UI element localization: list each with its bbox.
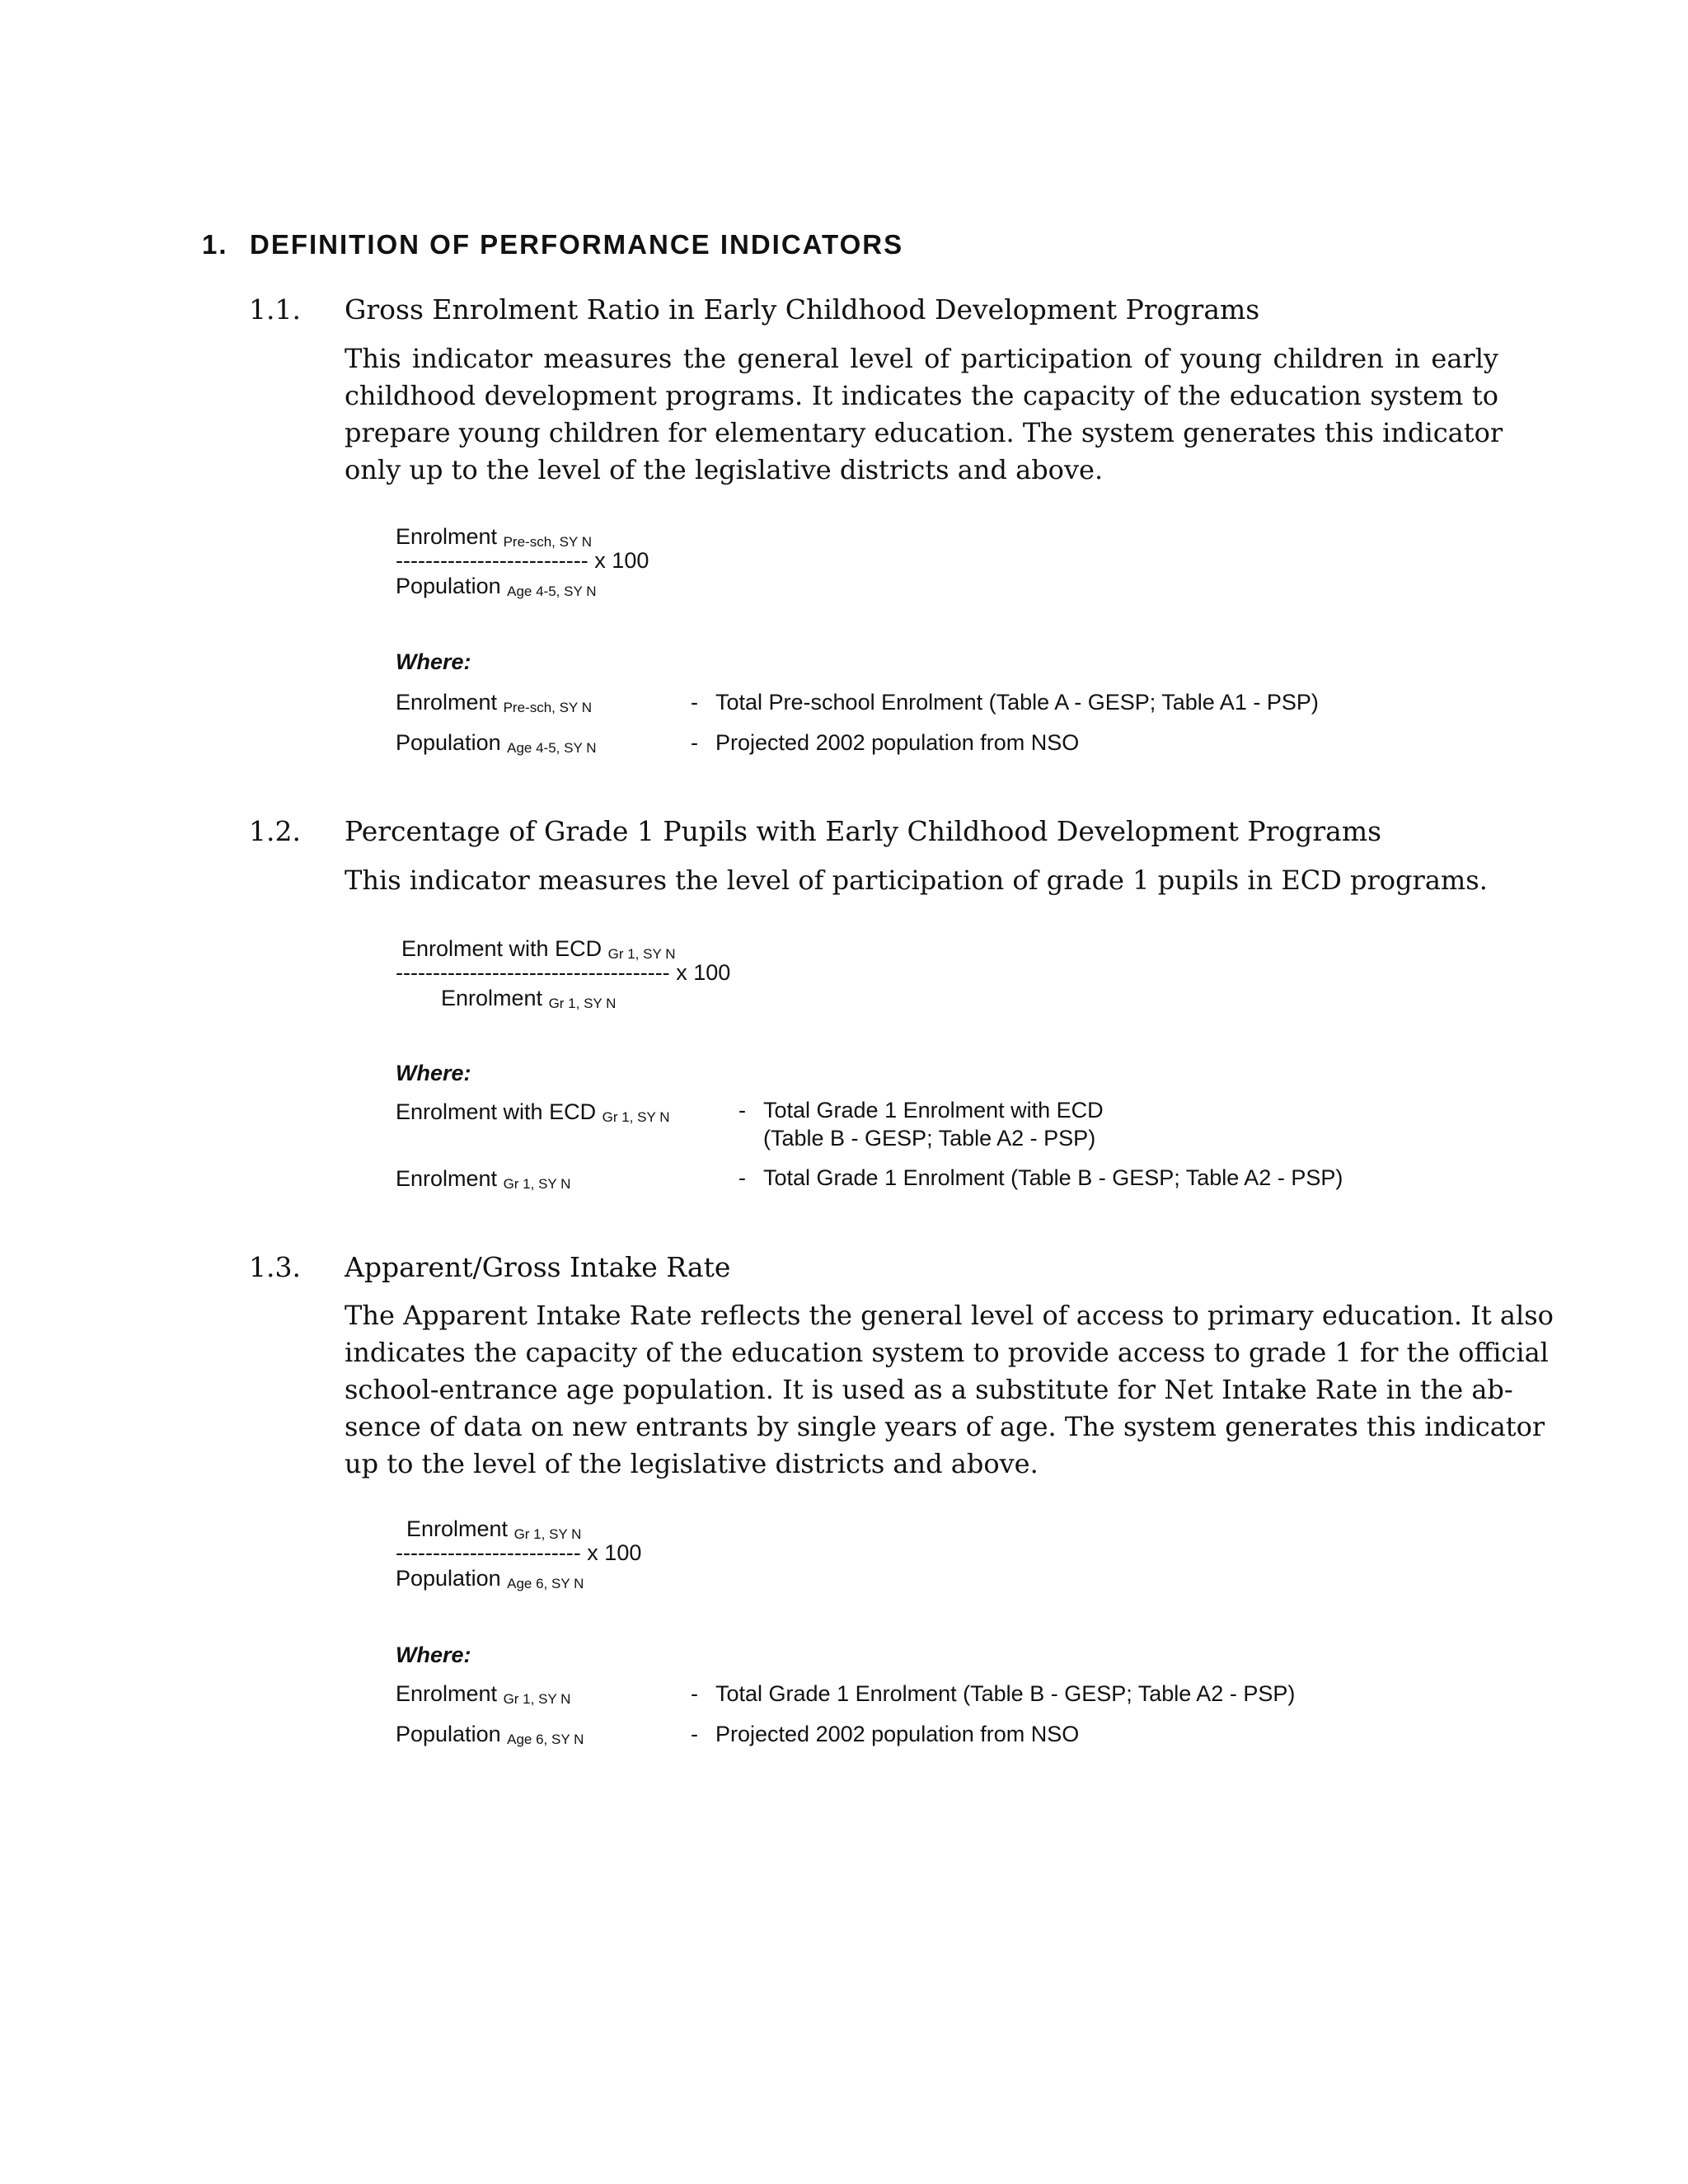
section-1-1-where-label: Where:	[396, 649, 471, 674]
section-1-3-title: Apparent/Gross Intake Rate	[345, 1251, 731, 1283]
definition-description: Total Grade 1 Enrolment (Table B - GESP; Table A2 - PSP)	[715, 1681, 1296, 1706]
definition-term: Enrolment Pre-sch, SY N	[396, 690, 592, 715]
paragraph-line: indicates the capacity of the education system to provide access to grade 1 for the official	[345, 1337, 1549, 1368]
definition-term: Enrolment Gr 1, SY N	[396, 1166, 571, 1192]
definition-term: Enrolment Gr 1, SY N	[396, 1681, 571, 1707]
paragraph-line: school-entrance age population. It is used as a substitute for Net Intake Rate in the ab-	[345, 1374, 1513, 1405]
paragraph-line: childhood development programs. It indicates the capacity of the education system to	[345, 380, 1498, 411]
definition-description: Total Grade 1 Enrolment (Table B - GESP; Table A2 - PSP)	[763, 1165, 1343, 1190]
paragraph-line: The Apparent Intake Rate reflects the general level of access to primary education. It also	[345, 1300, 1554, 1331]
section-1-2-title: Percentage of Grade 1 Pupils with Early Childhood Development Programs	[345, 815, 1382, 847]
main-heading	[202, 229, 903, 260]
formula-numerator: Enrolment with ECD Gr 1, SY N	[401, 936, 676, 962]
definition-dash: -	[691, 730, 698, 755]
paragraph-line: only up to the level of the legislative districts and above.	[345, 454, 1104, 485]
definition-description: (Table B - GESP; Table A2 - PSP)	[763, 1126, 1096, 1151]
section-1-2-paragraph	[345, 862, 1498, 899]
definition-dash: -	[738, 1165, 746, 1190]
formula-divider: ------------------------------------- x 100	[396, 960, 731, 985]
formula-numerator: Enrolment Pre-sch, SY N	[396, 524, 592, 550]
paragraph-line: sence of data on new entrants by single years of age. The system generates this indicator	[345, 1411, 1545, 1442]
definition-dash: -	[691, 1681, 698, 1706]
main-heading-number: 1.	[202, 229, 228, 260]
formula-denominator: Population Age 6, SY N	[396, 1566, 584, 1591]
formula-denominator: Population Age 4-5, SY N	[396, 574, 597, 599]
section-1-1-paragraph	[345, 340, 1503, 489]
definition-dash: -	[691, 1722, 698, 1746]
section-1-2-where-label: Where:	[396, 1061, 471, 1085]
definition-term: Population Age 6, SY N	[396, 1722, 584, 1747]
paragraph-line: This indicator measures the level of participation of grade 1 pupils in ECD programs.	[345, 865, 1488, 896]
definition-dash: -	[691, 690, 698, 715]
paragraph-line: prepare young children for elementary education. The system generates this indicator	[345, 417, 1503, 448]
section-1-3-number: 1.3.	[249, 1251, 301, 1283]
formula-denominator: Enrolment Gr 1, SY N	[441, 986, 617, 1011]
formula-divider: -------------------------- x 100	[396, 548, 649, 573]
definition-dash: -	[738, 1098, 746, 1122]
main-heading-title: DEFINITION OF PERFORMANCE INDICATORS	[250, 229, 904, 260]
formula-numerator: Enrolment Gr 1, SY N	[406, 1516, 582, 1542]
definition-description: Total Pre-school Enrolment (Table A - GESP; Table A1 - PSP)	[715, 690, 1319, 715]
paragraph-line: up to the level of the legislative districts and above.	[345, 1448, 1039, 1479]
definition-description: Total Grade 1 Enrolment with ECD	[763, 1098, 1104, 1122]
definition-term: Population Age 4-5, SY N	[396, 730, 597, 756]
section-1-3-paragraph	[345, 1297, 1554, 1483]
section-1-1-title: Gross Enrolment Ratio in Early Childhood Development Programs	[345, 293, 1260, 326]
definition-description: Projected 2002 population from NSO	[715, 730, 1080, 755]
formula-divider: ------------------------- x 100	[396, 1540, 642, 1565]
definition-description: Projected 2002 population from NSO	[715, 1722, 1080, 1746]
section-1-2-number: 1.2.	[249, 815, 301, 847]
definition-term: Enrolment with ECD Gr 1, SY N	[396, 1099, 670, 1125]
section-1-1-number: 1.1.	[249, 293, 301, 326]
paragraph-line: This indicator measures the general level of participation of young children in early	[345, 343, 1498, 374]
section-1-3-where-label: Where:	[396, 1643, 471, 1667]
